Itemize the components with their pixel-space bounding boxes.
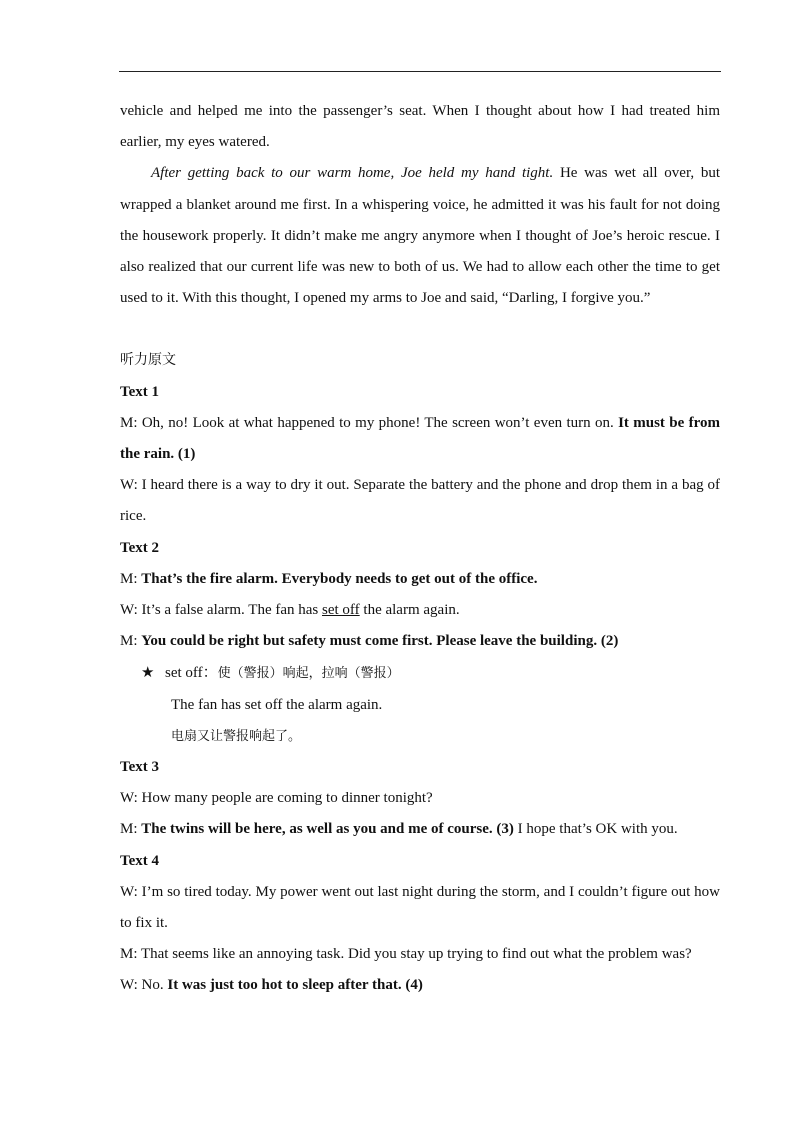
text4-title	[120, 846, 720, 877]
text3-m-bold: The twins will be here, as well as you and me of course. (3)	[141, 821, 514, 838]
text2-m2-line	[120, 626, 720, 657]
text1-m-line	[120, 408, 720, 470]
section-title: 听力原文	[120, 352, 176, 369]
vocab-translation: 电扇又让警报响起了。	[171, 728, 302, 744]
section-gap	[120, 314, 720, 345]
text3-title	[120, 752, 720, 783]
text2-m1-bold: That’s the fire alarm. Everybody needs to get out of the office.	[141, 570, 538, 587]
text2-title-label: Text 2	[120, 539, 160, 556]
document-page	[120, 96, 720, 1002]
text3-title-label: Text 3	[120, 759, 160, 776]
vocab-definition: 使（警报）响起，拉响（警报）	[217, 666, 400, 682]
text2-m2-bold: You could be right but safety must come first. Please leave the building. (2)	[141, 633, 619, 650]
text4-w2-line	[120, 970, 720, 1001]
text2-w-pre: W: It’s a false alarm. The fan has	[120, 602, 323, 619]
text2-m1-line	[120, 564, 720, 595]
text2-w-line	[120, 595, 720, 626]
text4-w2-bold: It was just too hot to sleep after that. (4)	[167, 977, 423, 994]
text4-w1-line: W: I’m so tired today. My power went out last night during the storm, and I couldn’t figure out how to fix it.	[120, 883, 720, 932]
text4-title-label: Text 4	[120, 852, 160, 869]
text4-m-line: M: That seems like an annoying task. Did you stay up trying to find out what the problem was?	[120, 946, 692, 963]
text3-m-prefix: M:	[120, 821, 142, 838]
text2-w-underline: set off	[322, 602, 360, 619]
text3-m-line	[120, 814, 720, 845]
text4-w2-prefix: W: No.	[120, 977, 168, 994]
text2-w-post: the alarm again.	[359, 602, 460, 619]
story-paragraph-2-rest: He was wet all over, but wrapped a blanket around me first. In a whispering voice, he admitted it was his fault for not doing the housework properly. It didn’t make me angry anymore when I thought of Joe’s heroic rescue. I also realized that our current life was new to both of us. We had to allow each other the time to get used to it. With this thought, I opened my arms to Joe and said, “Darling, I forgive you.”	[120, 165, 720, 307]
story-paragraph-2	[120, 158, 720, 314]
text2-m2-prefix: M:	[120, 633, 142, 650]
text1-m-bold: It must be from the rain. (1)	[120, 414, 720, 463]
story-italic-sentence: After getting back to our warm home, Joe held my hand tight.	[151, 165, 554, 182]
text1-title	[120, 377, 720, 408]
vocab-example: The fan has set off the alarm again.	[171, 696, 383, 713]
header-rule	[119, 71, 721, 72]
vocab-term: set off：	[165, 665, 218, 682]
text2-title	[120, 533, 720, 564]
star-icon: ★	[141, 663, 155, 682]
text1-w-line: W: I heard there is a way to dry it out. Separate the battery and the phone and drop them in a bag of rice.	[120, 477, 720, 525]
text3-m-post: I hope that’s OK with you.	[513, 821, 678, 838]
vocab-note	[120, 657, 720, 689]
text1-title-label: Text 1	[120, 383, 160, 400]
text2-m1-prefix: M:	[120, 570, 142, 587]
text1-m-plain: M: Oh, no! Look at what happened to my phone! The screen won’t even turn on.	[120, 414, 619, 431]
story-paragraph-1: vehicle and helped me into the passenger’s seat. When I thought about how I had treated him earlier, my eyes watered.	[120, 103, 720, 151]
text3-w-line: W: How many people are coming to dinner tonight?	[120, 790, 433, 807]
